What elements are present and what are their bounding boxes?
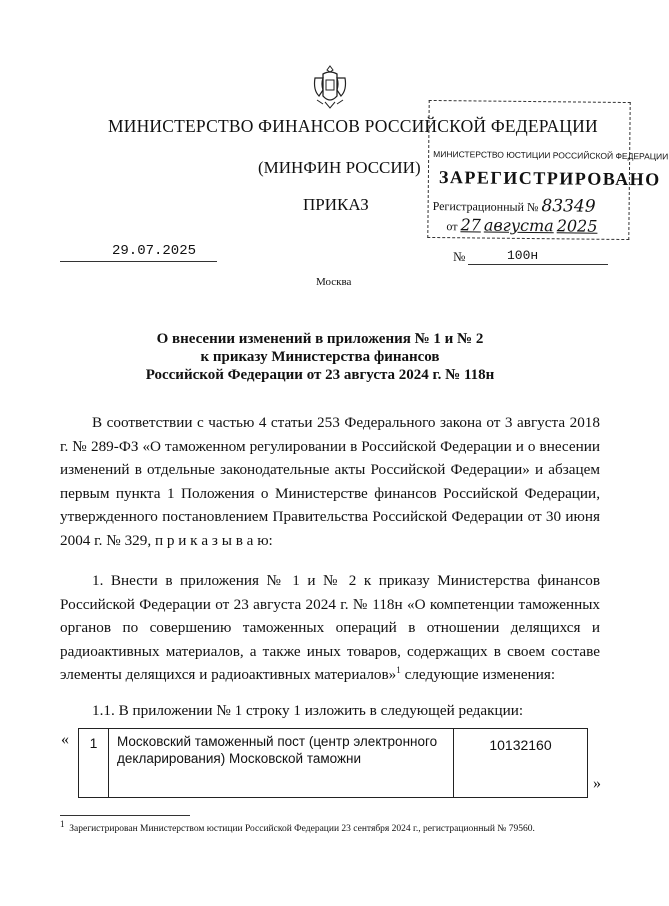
stamp-reg-label: Регистрационный №: [432, 198, 539, 215]
document-type: ПРИКАЗ: [303, 195, 369, 214]
item-1-1-text: 1.1. В приложении № 1 строку 1 изложить в следующей редакции:: [92, 702, 524, 719]
coat-of-arms-emblem: [309, 60, 351, 112]
table-cell-code: 10132160: [489, 737, 552, 753]
number-underline: [468, 264, 608, 265]
title-line-1: О внесении изменений в приложения № 1 и № 2: [156, 331, 484, 347]
stamp-date-day: 27: [460, 215, 481, 235]
table-cell-number: 1: [79, 729, 109, 797]
stamp-reg-number: 83349: [541, 196, 596, 217]
stamp-date-month: августа: [483, 215, 554, 236]
document-date: 29.07.2025: [112, 243, 197, 259]
footnote-ref: 1: [396, 664, 401, 675]
document-title: [60, 330, 580, 384]
paragraph-preamble: [60, 411, 600, 552]
item-1-text: 1. Внести в приложения № 1 и № 2 к приказу Министерства финансов Российской Федерации от 23 августа 2024 г. № 118н «О компетенции таможенных органов по совершению таможенных операций в отношении делящихся и радиоактивных материалов, а также иных товаров, содержащих в своем составе элементы делящихся и радиоактивных материалов»: [60, 572, 600, 683]
footnote: [60, 818, 600, 836]
number-label: №: [453, 249, 466, 264]
amendment-table: [78, 728, 588, 798]
city: Москва: [316, 276, 352, 288]
paragraph-item-1: [60, 569, 600, 687]
preamble-text: В соответствии с частью 4 статьи 253 Федерального закона от 3 августа 2018 г. № 289-ФЗ «О таможенном регулировании в Российской Федерации и о внесении изменений в отдельные законодательные акты Российской Федерации» и абзацем первым пункта 1 Положения о Министерстве финансов Российской Федерации, утвержденного постановлением Правительства Российской Федерации от 30 июня 2004 г. № 329, п р и к а з ы в а ю:: [60, 414, 600, 549]
stamp-date-year: 2025: [556, 216, 598, 236]
quote-close: »: [593, 775, 601, 792]
footnote-text: Зарегистрирован Министерством юстиции Российской Федерации 23 сентября 2024 г., регистрационный № 79560.: [69, 824, 535, 834]
registration-stamp: [427, 100, 669, 240]
ministry-short-name: (МИНФИН РОССИИ): [258, 158, 421, 177]
stamp-date-line: [446, 215, 597, 236]
item-1-ending: следующие изменения:: [400, 666, 556, 683]
footnote-mark: 1: [60, 818, 65, 829]
document-number: 100н: [507, 248, 539, 263]
stamp-organization: МИНИСТЕРСТВО ЮСТИЦИИ РОССИЙСКОЙ ФЕДЕРАЦИИ: [433, 148, 669, 162]
stamp-status: ЗАРЕГИСТРИРОВАНО: [438, 167, 661, 190]
date-underline: [60, 261, 217, 262]
title-line-3: Российской Федерации от 23 августа 2024 г. № 118н: [145, 367, 495, 383]
table-cell-name: Московский таможенный пост (центр электронного декларирования) Московской таможни: [109, 729, 454, 797]
ministry-name: МИНИСТЕРСТВО ФИНАНСОВ РОССИЙСКОЙ ФЕДЕРАЦИИ: [108, 116, 598, 136]
title-line-2: к приказу Министерства финансов: [200, 349, 440, 365]
stamp-reg-number-line: [433, 195, 596, 217]
stamp-date-prefix: от: [446, 219, 458, 234]
footnote-separator: [60, 815, 190, 816]
quote-open: «: [61, 731, 69, 748]
paragraph-item-1-1: [60, 699, 600, 723]
